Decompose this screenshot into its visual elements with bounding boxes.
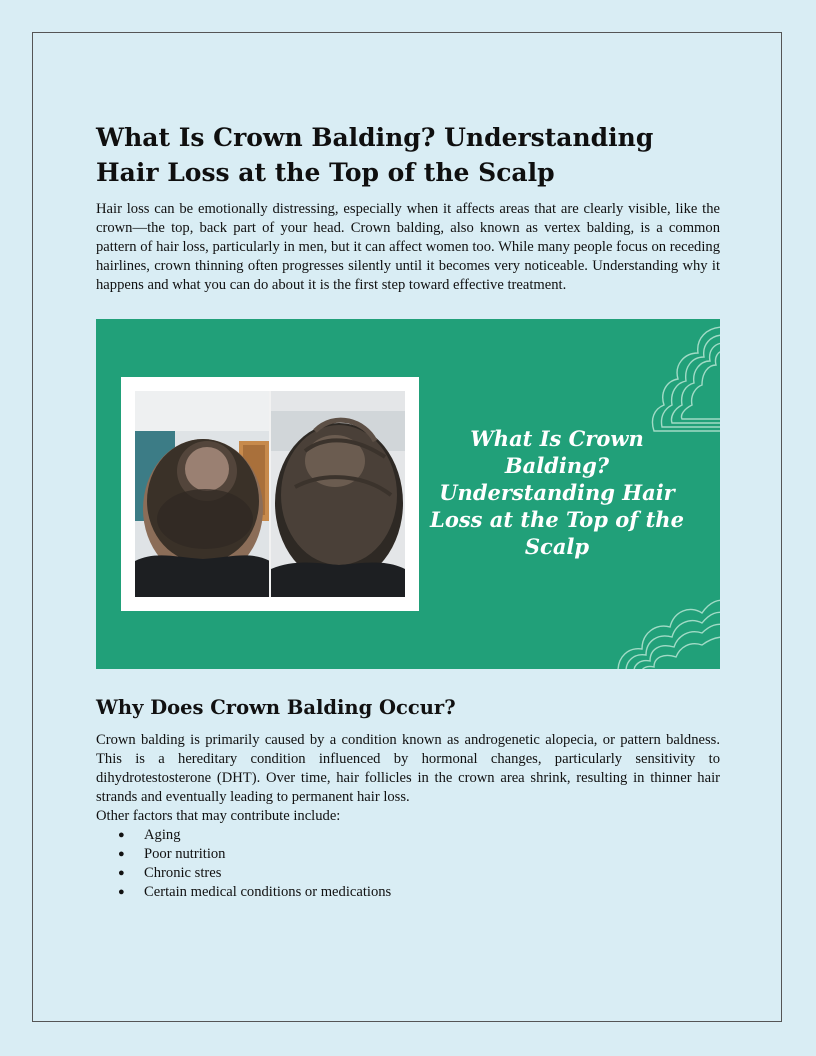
section-body: Crown balding is primarily caused by a condition known as androgenetic alopecia, or pattern baldness. This is a hereditary condition influenced by hormonal changes, particularly sensitivity to dihydrotestosterone (DHT). Over time, hair follicles in the crown area shrink, resulting in thinner hair strands and eventually leading to permanent hair loss.	[96, 732, 720, 805]
list-item-text: Chronic stres	[144, 865, 222, 881]
document-title: What Is Crown Balding? Understanding Hair Loss at the Top of the Scalp	[96, 123, 654, 187]
banner-title: What Is Crown Balding? Understanding Hair Loss at the Top of the Scalp	[430, 426, 684, 559]
bullet-icon: ●	[118, 886, 125, 898]
section-heading: Why Does Crown Balding Occur?	[96, 696, 456, 719]
before-after-photo-frame	[121, 377, 419, 611]
list-item	[96, 883, 720, 902]
list-item-text: Certain medical conditions or medications	[144, 884, 392, 900]
bullet-icon: ●	[118, 829, 125, 841]
factors-list	[96, 826, 720, 902]
before-after-photo	[135, 391, 405, 597]
article-banner	[96, 319, 720, 669]
document-content	[96, 120, 720, 902]
list-item	[96, 864, 720, 883]
intro-paragraph: Hair loss can be emotionally distressing, especially when it affects areas that are clearly visible, like the crown—the top, back part of your head. Crown balding, also known as vertex balding, is a common pattern of hair loss, particularly in men, but it can affect women too. While many people focus on receding hairlines, crown thinning often progresses silently until it becomes very noticeable. Understanding why it happens and what you can do about it is the first step toward effective treatment.	[96, 201, 720, 293]
list-item	[96, 845, 720, 864]
list-lead: Other factors that may contribute include:	[96, 808, 341, 824]
bullet-icon: ●	[118, 867, 125, 879]
list-item-text: Poor nutrition	[144, 846, 226, 862]
bullet-icon: ●	[118, 848, 125, 860]
hair-comparison-image	[135, 391, 405, 597]
ornament-bottom-right-icon	[616, 581, 720, 669]
list-item	[96, 826, 720, 845]
list-item-text: Aging	[144, 827, 181, 843]
